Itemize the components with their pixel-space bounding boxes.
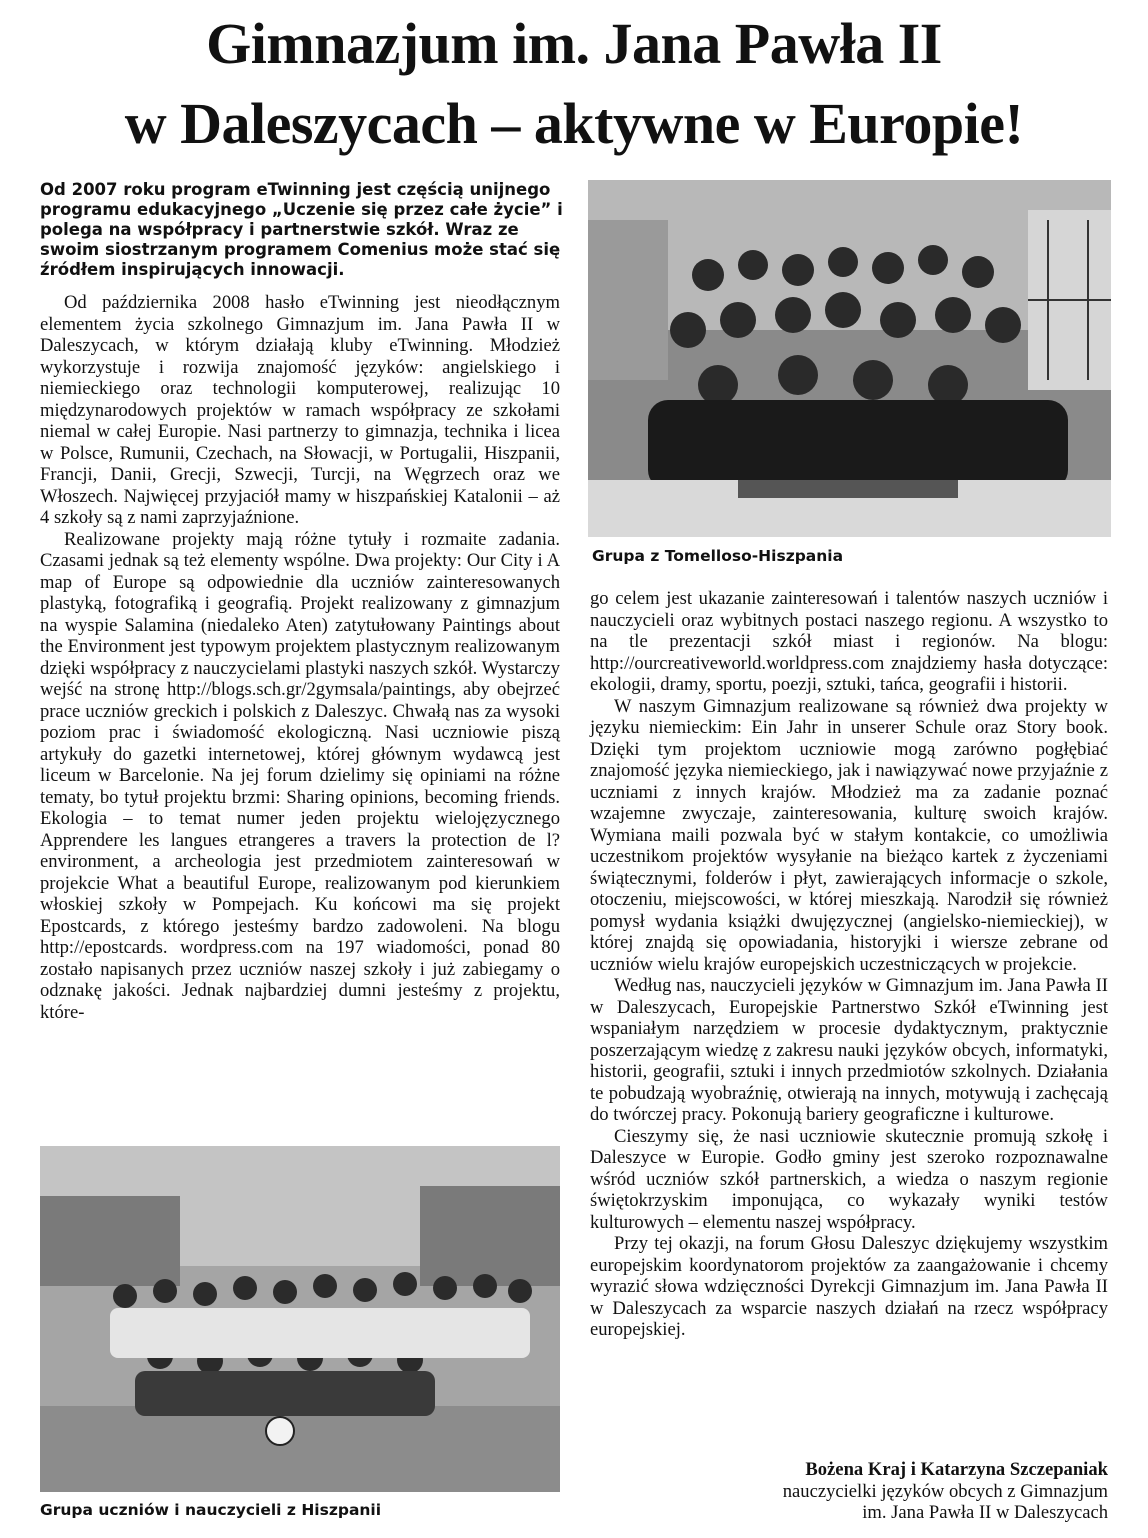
body-paragraph: Przy tej okazji, na forum Głosu Daleszyc dziękujemy wszystkim europejskim koordynatorom projektów za zaangażowanie i chcemy wyrazić słowa wdzięczności Dyrekcji Gimnazjum im. Jana Pawła II w Daleszycach za wsparcie naszych działań na rzecz współpracy europejskiej.	[590, 1233, 1108, 1340]
column-left	[40, 292, 560, 1023]
author-school: im. Jana Pawła II w Daleszycach	[862, 1502, 1108, 1523]
body-paragraph: Realizowane projekty mają różne tytuły i rozmaite zadania. Czasami jednak są też elementy wspólne. Dwa projekty: Our City i A map of Europe są odpowiednie dla uczniów zainteresowanych plastyką, fotografiką i geografią. Projekt realizowany z gimnazjum na wyspie Salamina (niedaleko Aten) zatytułowany Paintings about the Environment jest typowym projektem plastycznym realizowanym dzięki współpracy z nauczycielami plastyki naszych szkół. Wystarczy wejść na stronę http://blogs.sch.gr/2gymsala/paintings, aby obejrzeć prace uczniów greckich i polskich z Daleszyc. Chwałą nas za wysoki poziom prac i świadomość ekologiczną. Nasi uczniowie piszą artykuły do gazetki internetowej, której głównym wydawcą jest liceum w Barcelonie. Na jej forum dzielimy się opiniami na różne tematy, bo tytuł projektu brzmi: Sharing opinions, becoming friends. Ekologia – to temat numer jeden projektu wielojęzycznego Apprendere les langues etrangeres a travers la protection de l?environment, a archeologia jest przedmiotem zainteresowań w projekcie What a beautiful Europe, realizowanym pod kierunkiem włoskiej szkoły w Pompejach. Ku końcowi ma się projekt Epostcards, z którego jesteśmy bardzo zadowoleni. Na blogu http://epostcards. wordpress.com na 197 wiadomości, ponad 80 zostało napisanych przez uczniów naszej szkoły i już zabiegamy o odznakę jakości. Jednak najbardziej dumni jesteśmy z projektu, które-	[40, 528, 561, 1023]
body-paragraph: W naszym Gimnazjum realizowane są również dwa projekty w języku niemieckim: Ein Jahr in unserer Schule oraz Story book. Dzięki tym projektom uczniowie mogą zarówno pogłębiać znajomość języka niemieckiego, jak i nawiązywać nowe przyjaźnie z uczniami z innych krajów. Młodzież ma za zadanie poznać wzajemne zwyczaje, zainteresowania, kulturę swoich krajów. Wymiana maili pozwala być w stałym kontakcie, co umożliwia uczestnikom projektów wysyłanie na bieżąco kartek z życzeniami świątecznymi, folderów i płyt, zawierających informacje o szkole, otoczeniu, miejscowości, w której mieszkają. Narodził się również pomysł wydania książki dwujęzycznej (angielsko-niemieckiej), w której znajdą się opowiadania, historyjki i wiersze zebrane od uczniów wielu krajów europejskich uczestniczących w projekcie.	[590, 695, 1108, 975]
body-paragraph: Cieszymy się, że nasi uczniowie skutecznie promują szkołę i Daleszyce w Europie. Godło gminy jest szeroko rozpoznawalne wśród uczniów szkół partnerskich, a wiedza o naszym regionie świętokrzyskim imponująca, co wykazały wyniki testów kulturowych – elementu naszej współpracy.	[590, 1125, 1108, 1233]
column-right	[590, 588, 1108, 1341]
author-role: nauczycielki języków obcych z Gimnazjum	[782, 1480, 1108, 1502]
article-title	[0, 4, 1148, 164]
author-signature	[588, 1459, 1108, 1524]
body-paragraph: Od października 2008 hasło eTwinning jest nieodłącznym elementem życia szkolnego Gimnazjum im. Jana Pawła II w Daleszycach, w którym działają kluby eTwinning. Młodzież wykorzystuje i rozwija znajomość języków: angielskiego i niemieckiego oraz technologii komputerowej, realizując 10 międzynarodowych projektów w ramach współpracy ze szkołami niemal w całej Europie. Nasi partnerzy to gimnazja, technika i licea w Polsce, Rumunii, Czechach, na Słowacji, w Portugalii, Hiszpanii, Francji, Danii, Grecji, Szwecji, Turcji, na Węgrzech oraz we Włoszech. Najwięcej przyjaciół mamy w hiszpańskiej Katalonii – aż 4 szkoły są z nami zaprzyjaźnione.	[40, 292, 560, 528]
body-paragraph: go celem jest ukazanie zainteresowań i talentów naszych uczniów i nauczycieli oraz wybitnych postaci naszego regionu. A wszystko to na tle prezentacji szkół miast i regionów. Na blogu: http://ourcreativeworld.worldpress.com znajdziemy hasła dotyczące: ekologii, dramy, sportu, poezji, sztuki, tańca, geografii i historii.	[590, 588, 1108, 695]
photo-tomelloso-group	[588, 180, 1111, 537]
title-line-1: Gimnazjum im. Jana Pawła II	[206, 11, 942, 76]
author-names: Bożena Kraj i Katarzyna Szczepaniak	[805, 1459, 1108, 1480]
photo-caption-top: Grupa z Tomelloso-Hiszpania	[592, 547, 844, 565]
body-paragraph: Według nas, nauczycieli języków w Gimnazjum im. Jana Pawła II w Daleszycach, Europejskie Partnerstwo Szkół eTwinning jest wspaniałym narzędziem w procesie dydaktycznym, praktycznie poszerzającym wiedzę z zakresu nauki języków obcych, informatyki, historii, geografii, sztuki i innych przedmiotów szkolnych. Działania te pobudzają wyobraźnię, otwierają na innych, motywują i zachęcają do twórczej pracy. Pokonują bariery geograficzne i kulturowe.	[590, 975, 1108, 1125]
photo-spain-group	[40, 1146, 560, 1492]
photo-caption-bottom: Grupa uczniów i nauczycieli z Hiszpanii	[40, 1501, 382, 1519]
title-line-2: w Daleszycach – aktywne w Europie!	[124, 91, 1024, 156]
lead-paragraph: Od 2007 roku program eTwinning jest częścią unijnego programu edukacyjnego „Uczenie się przez całe życie” i polega na współpracy i partnerstwie szkół. Wraz ze swoim siostrzanym programem Comenius może stać się źródłem inspirujących innowacji.	[40, 180, 563, 279]
